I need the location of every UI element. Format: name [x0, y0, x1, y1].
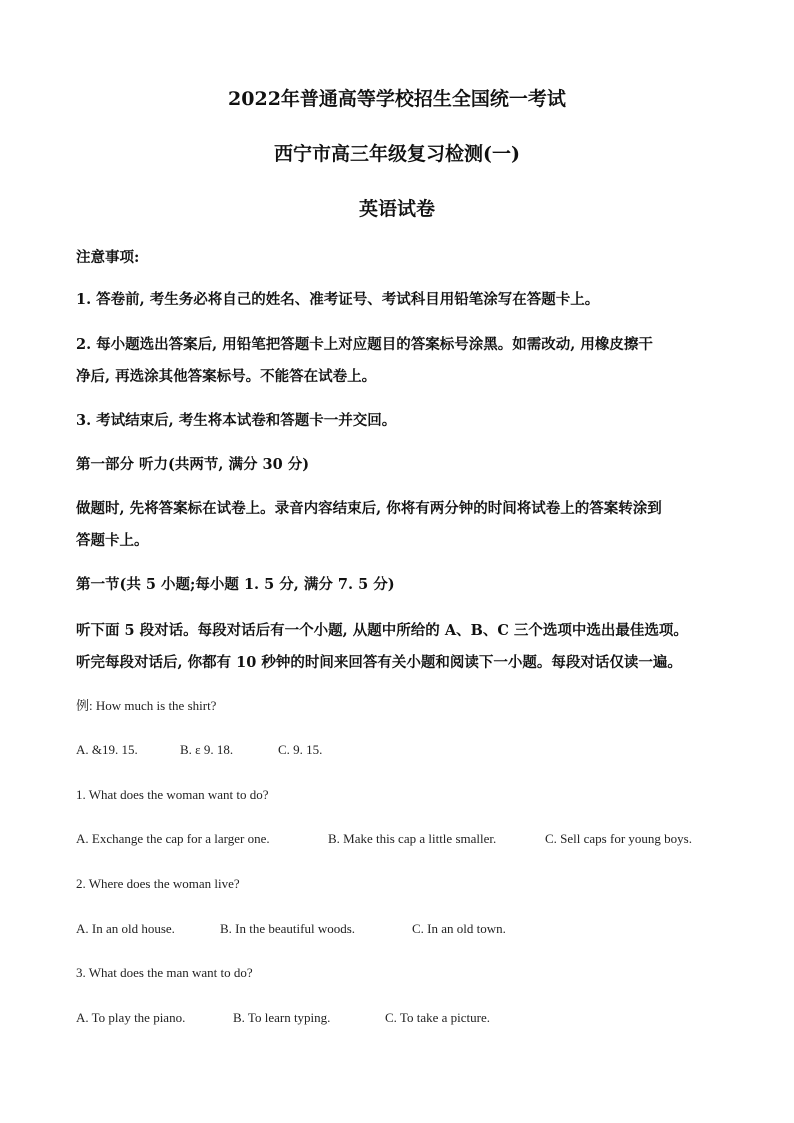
part1-instruction-line-2: 答题卡上。	[76, 532, 149, 549]
question-3-option-c: C. To take a picture.	[385, 1010, 490, 1025]
part1-heading: 第一部分 听力(共两节, 满分 30 分)	[76, 456, 310, 473]
notes-item-3: 3. 考试结束后, 考生将本试卷和答题卡一并交回。	[76, 412, 397, 429]
section1-instruction-line-1: 听下面 5 段对话。每段对话后有一个小题, 从题中所给的 A、B、C 三个选项中选出最佳选项。	[76, 622, 688, 639]
question-3: 3. What does the man want to do?	[76, 965, 253, 980]
question-2-option-c: C. In an old town.	[412, 921, 506, 936]
question-1-option-c: C. Sell caps for young boys.	[545, 831, 692, 846]
notes-item-2-line-1: 2. 每小题选出答案后, 用铅笔把答题卡上对应题目的答案标号涂黑。如需改动, 用橡皮擦干	[76, 336, 653, 353]
question-3-option-a: A. To play the piano.	[76, 1010, 186, 1025]
question-3-option-b: B. To learn typing.	[233, 1010, 331, 1025]
notes-item-2-line-2: 净后, 再选涂其他答案标号。不能答在试卷上。	[76, 368, 377, 385]
question-2: 2. Where does the woman live?	[76, 876, 240, 891]
example-option-c: C. 9. 15.	[278, 742, 323, 757]
example-option-b: B. ε 9. 18.	[180, 742, 234, 757]
section1-heading: 第一节(共 5 小题;每小题 1. 5 分, 满分 7. 5 分)	[76, 576, 395, 593]
question-2-option-b: B. In the beautiful woods.	[220, 921, 356, 936]
notes-item-1: 1. 答卷前, 考生务必将自己的姓名、准考证号、考试科目用铅笔涂写在答题卡上。	[76, 291, 600, 308]
section1-instruction-line-2: 听完每段对话后, 你都有 10 秒钟的时间来回答有关小题和阅读下一小题。每段对话仅读一遍。	[76, 654, 682, 671]
question-2-option-a: A. In an old house.	[76, 921, 175, 936]
exam-subtitle: 西宁市高三年级复习检测(一)	[274, 143, 520, 165]
part1-instruction-line-1: 做题时, 先将答案标在试卷上。录音内容结束后, 你将有两分钟的时间将试卷上的答案转涂到	[76, 500, 662, 517]
question-1: 1. What does the woman want to do?	[76, 787, 269, 802]
question-1-option-a: A. Exchange the cap for a larger one.	[76, 831, 270, 846]
question-1-option-b: B. Make this cap a little smaller.	[328, 831, 497, 846]
example-option-a: A. &19. 15.	[76, 742, 138, 757]
exam-title: 2022年普通高等学校招生全国统一考试	[228, 88, 566, 110]
exam-subject: 英语试卷	[358, 198, 435, 220]
notes-heading: 注意事项:	[76, 249, 140, 266]
example-question: 例: How much is the shirt?	[76, 698, 217, 713]
